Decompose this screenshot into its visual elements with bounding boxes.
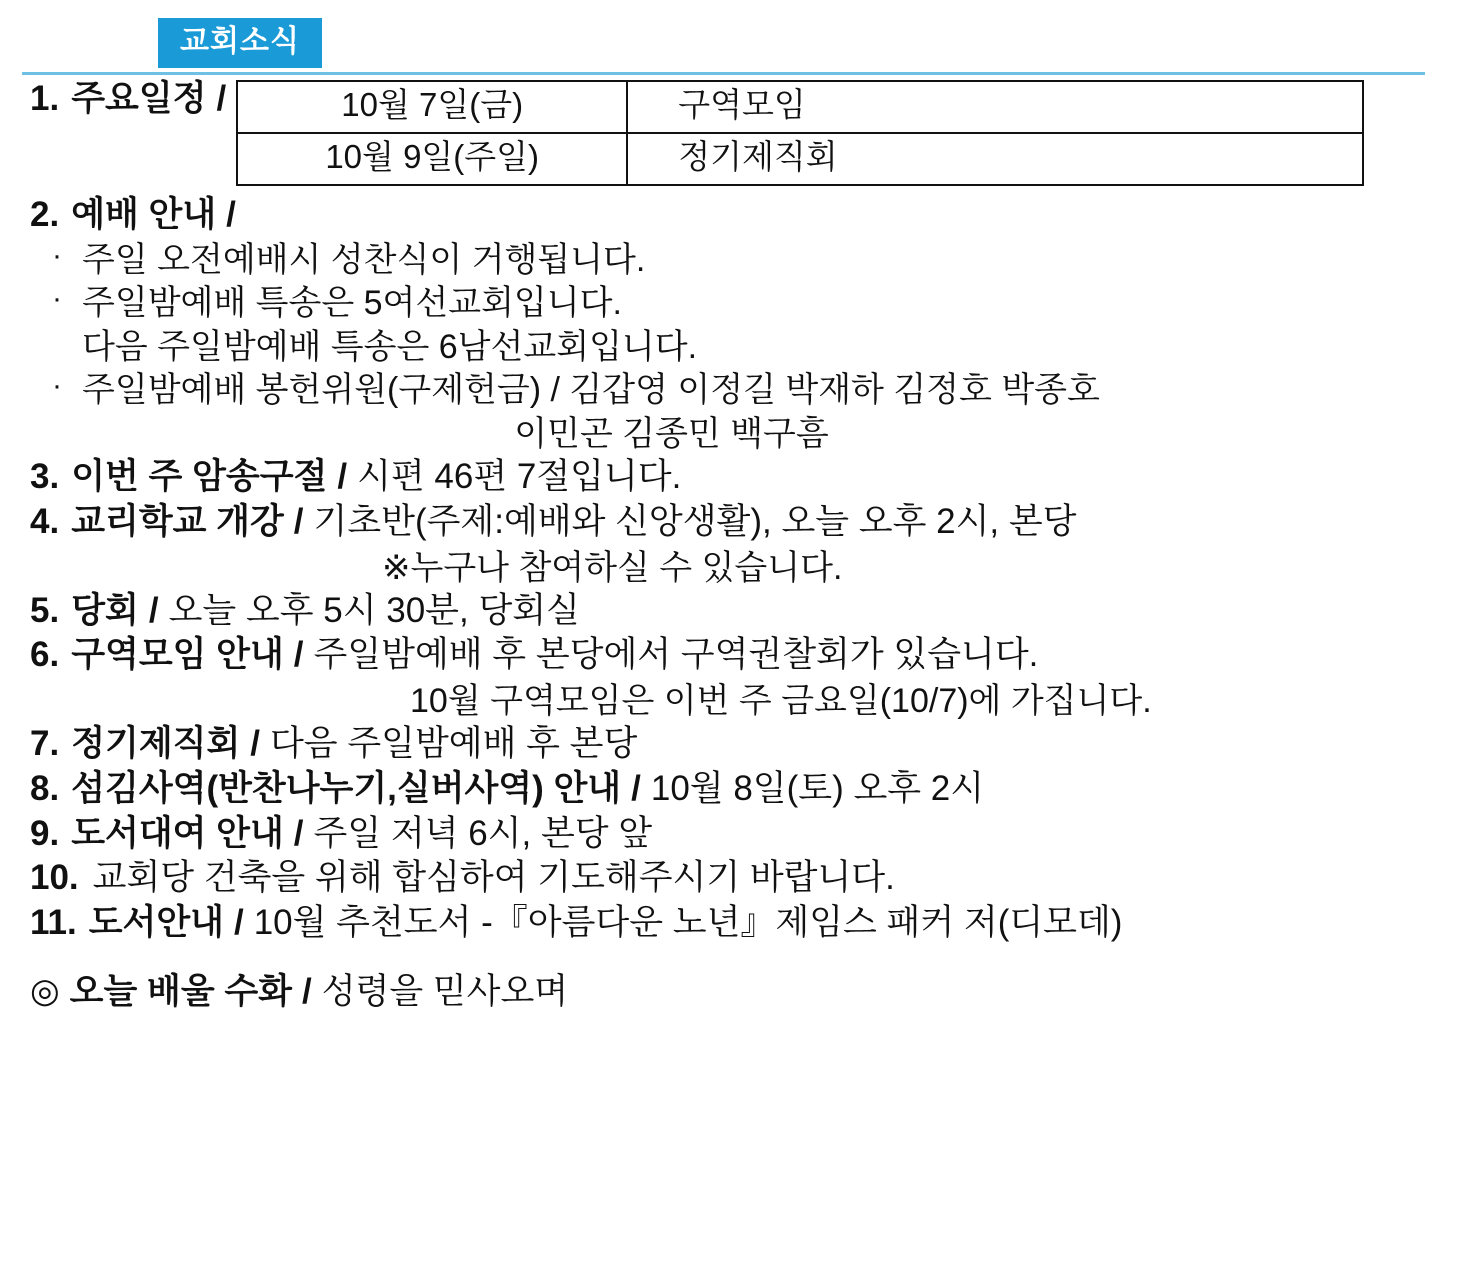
item-number: 5. [30,590,60,630]
item-number: 2. [30,194,60,234]
item-title: 도서안내 [88,903,224,943]
item-building-prayer [30,857,1453,900]
item-doctrine-school [30,501,1453,590]
item-body: 성령을 믿사오며 [321,971,569,1011]
item-number: 8. [30,768,60,808]
item-body: 시편 46편 7절입니다. [357,457,682,497]
item-slash: / [250,724,260,764]
item-sign-language [30,971,1453,1014]
item-body: 다음 주일밤예배 후 본당 [270,724,638,764]
item-body: 오늘 오후 5시 30분, 당회실 [168,590,580,630]
item-slash: / [631,768,641,808]
item-number: 3. [30,457,60,497]
bulletin-content [0,78,1473,1013]
bullet-dot: · [52,282,62,316]
item-slash: / [148,590,159,630]
bullet-line [30,282,1453,326]
item-slash: / [293,635,304,675]
item-title: 오늘 배울 수화 [69,971,292,1011]
item-service-ministry [30,768,1453,811]
item-title: 이번 주 암송구절 [71,457,328,497]
item-slash: / [301,971,312,1011]
page-header [0,0,1473,78]
bullet-dot: · [52,369,62,403]
item-title: 주요일정 [71,79,207,118]
item-title: 당회 [71,590,139,630]
schedule-date: 10월 9일(주일) [237,133,627,185]
table-row [237,81,1363,133]
item-number: 11. [30,903,77,943]
item-body: 주일 저녁 6시, 본당 앞 [313,813,653,853]
header-rule [22,72,1425,75]
item-district-meeting [30,634,1453,723]
schedule-desc: 정기제직회 [627,133,1363,185]
section-tab: 교회소식 [158,18,322,68]
item-number: 6. [30,635,60,675]
item-body: 주일밤예배 후 본당에서 구역권찰회가 있습니다. [313,635,1039,675]
table-row [237,133,1363,185]
item-body: 교회당 건축을 위해 합심하여 기도해주시기 바랍니다. [92,858,895,898]
item-title: 도서대여 안내 [71,813,284,853]
item-title: 섬김사역(반찬나누기,실버사역) 안내 [71,768,622,808]
item-title: 정기제직회 [71,724,241,764]
bullet-text: 주일 오전예배시 성찬식이 거행됩니다. [82,240,646,279]
item-number: 4. [30,501,60,541]
item-officers-meeting [30,723,1453,766]
item-slash: / [233,903,244,943]
schedule-table-wrap [236,80,1453,186]
bullet-text: 주일밤예배 봉헌위원(구제헌금) / 김갑영 이정길 박재하 김정호 박종호 [82,371,1100,410]
item-number: 9. [30,813,60,853]
item-title: 교리학교 개강 [71,501,284,541]
item-number: 7. [30,724,60,764]
offering-names-line: 이민곤 김종민 백구흠 [514,414,829,453]
schedule-date: 10월 7일(금) [237,81,627,133]
item-body: 기초반(주제:예배와 신앙생활), 오늘 오후 2시, 본당 [313,501,1077,541]
item-book-lending [30,813,1453,856]
item-book-recommendation [30,902,1453,945]
item-title: 예배 안내 [71,194,217,234]
bullet-text: 주일밤예배 특송은 5여선교회입니다. [82,284,622,323]
item-body: 10월 8일(토) 오후 2시 [650,768,985,808]
item-slash: / [216,79,227,118]
item-slash: / [337,457,348,497]
continuation-line: 다음 주일밤예배 특송은 6남선교회입니다. [82,327,698,366]
item-number: 10. [30,858,79,898]
schedule-table [236,80,1364,186]
item-schedule [30,78,1453,186]
item-slash: / [293,501,304,541]
item-worship-info [30,194,1453,456]
item-slash: / [226,194,236,234]
item-body: 10월 추천도서 -『아름다운 노년』제임스 패커 저(디모데) [253,903,1123,943]
bullet-line [30,369,1453,413]
item-note: 10월 구역모임은 이번 주 금요일(10/7)에 가집니다. [410,682,1152,721]
item-title: 구역모임 안내 [71,635,284,675]
item-memory-verse [30,456,1453,499]
item-note: ※누구나 참여하실 수 있습니다. [382,548,843,587]
schedule-desc: 구역모임 [627,81,1363,133]
bullet-line [30,239,1453,283]
bullet-dot: · [52,238,62,272]
circle-mark-icon: ◎ [30,971,60,1010]
item-session-meeting [30,590,1453,633]
item-number: 1. [30,79,60,118]
item-slash: / [293,813,304,853]
